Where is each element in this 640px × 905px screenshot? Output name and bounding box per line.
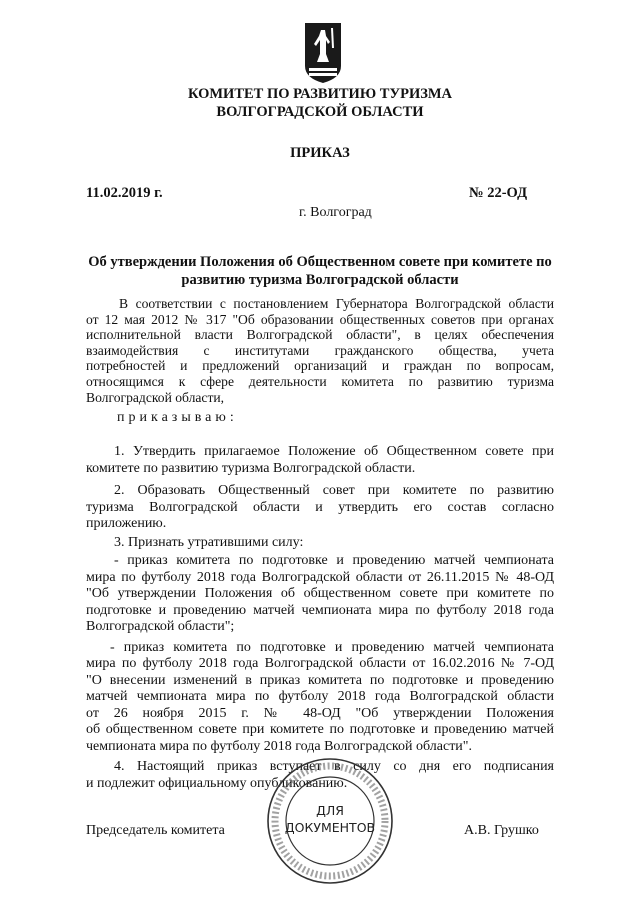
- order-title-line2: развитию туризма Волгоградской области: [181, 272, 459, 288]
- doc-type: ПРИКАЗ: [290, 145, 350, 161]
- stamp-text: [284, 802, 376, 836]
- item-3-sub-2: - приказ комитета по подготовке и проведению матчей чемпионата мира по футболу 2018 года Волгоградской области от 16.02.2016 № 7-ОД "О внесении изменений в приказ комитета по подготовке и проведению матчей чемпионата мира по футболу 2018 года Волгоградской области от 26 ноября 2015 г. № 48-ОД "Об утверждении Положения об общественном совете при комитете по подготовке и проведению матчей чемпионата мира по футболу 2018 года Волгоградской области".: [86, 639, 554, 754]
- signature-name: А.В. Грушко: [464, 823, 539, 838]
- stamp-line2: ДОКУМЕНТОВ: [284, 820, 376, 835]
- preamble-line: взаимодействия с институтами гражданского общества, учета: [86, 342, 554, 358]
- item-2: 2. Образовать Общественный совет при комитете по развитию туризма Волгоградской области и утвердить его состав согласно приложению.: [86, 483, 554, 531]
- order-items: [86, 444, 554, 792]
- signature-role: Председатель комитета: [86, 823, 225, 838]
- coat-of-arms-emblem: [304, 22, 342, 84]
- preamble-line: В соответствии с постановлением Губернатора Волгоградской области: [119, 296, 554, 311]
- preamble: [86, 296, 554, 405]
- item-3: 3. Признать утратившими силу:: [114, 534, 304, 550]
- order-title-line1: Об утверждении Положения об Общественном совете при комитете по: [88, 254, 552, 270]
- preamble-line: потребностей и предложений организаций и граждан по вопросам,: [86, 358, 554, 374]
- order-word: приказываю:: [117, 410, 238, 425]
- item-3-sub-1: - приказ комитета по подготовке и проведению матчей чемпионата мира по футболу 2018 года Волгоградской области от 26.11.2015 № 48-ОД "Об утверждении Положения об общественном совете при комитете по подготовке и проведению матчей чемпионата мира по футболу 2018 года Волгоградской области";: [86, 553, 554, 634]
- org-name-line2: ВОЛГОГРАДСКОЙ ОБЛАСТИ: [216, 104, 424, 120]
- preamble-line: от 12 мая 2012 № 317 "Об образовании общественных советов при органах: [86, 311, 554, 327]
- item-1: 1. Утвердить прилагаемое Положение об Общественном совете при комитете по развитию туризма Волгоградской области.: [86, 444, 554, 476]
- stamp-line1: ДЛЯ: [316, 803, 344, 818]
- preamble-line: Волгоградской области,: [86, 389, 225, 405]
- order-number: № 22-ОД: [469, 185, 528, 201]
- preamble-line: исполнительной власти Волгоградской области", в целях обеспечения: [86, 327, 554, 343]
- order-date: 11.02.2019 г.: [86, 185, 163, 201]
- item-4: 4. Настоящий приказ вступает в силу со дня его подписания и подлежит официальному опубликованию.: [86, 759, 554, 791]
- org-name-line1: КОМИТЕТ ПО РАЗВИТИЮ ТУРИЗМА: [187, 86, 453, 102]
- order-city: г. Волгоград: [299, 205, 372, 220]
- preamble-line: относящимся к сфере деятельности комитета по развитию туризма: [86, 373, 554, 389]
